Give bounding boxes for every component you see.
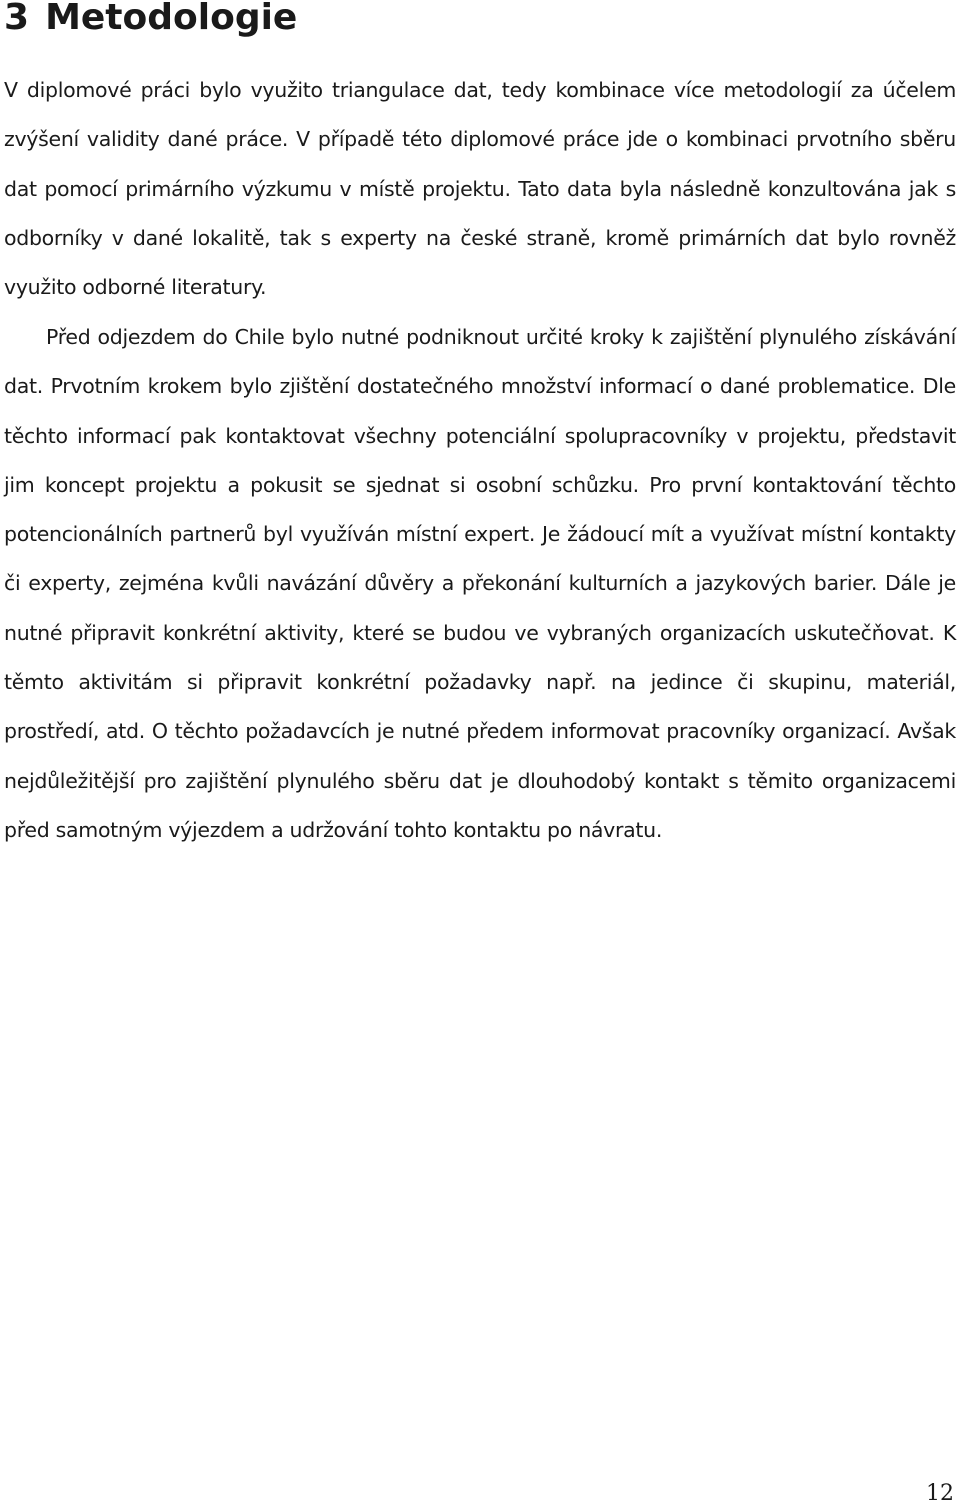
paragraph-preparation: Před odjezdem do Chile bylo nutné podniknout určité kroky k zajištění plynulého získávání dat. Prvotním krokem bylo zjištění dostatečného množství informací o dané problematice. Dle těchto informací pak kontaktovat všechny potenciální spolupracovníky v projektu, představit jim koncept projektu a pokusit se sjednat si osobní schůzku. Pro první kontaktování těchto potencionálních partnerů byl využíván místní expert. Je žádoucí mít a využívat místní kontakty či experty, zejména kvůli navázání důvěry a překonání kulturních a jazykových barier. Dále je nutné připravit konkrétní aktivity, které se budou ve vybraných organizacích uskutečňovat. K těmto aktivitám si připravit konkrétní požadavky např. na jedince či skupinu, materiál, prostředí, atd. O těchto požadavcích je nutné předem informovat pracovníky organizací. Avšak nejdůležitější pro zajištění plynulého sběru dat je dlouhodobý kontakt s těmito organizacemi před samotným výjezdem a udržování tohto kontaktu po návratu. [4, 325, 956, 842]
page-number: 12 [926, 1481, 954, 1506]
section-title: Metodologie [45, 0, 298, 38]
paragraph-triangulation: V diplomové práci bylo využito triangulace dat, tedy kombinace více metodologií za účelem zvýšení validity dané práce. V případě této diplomové práce jde o kombinaci prvotního sběru dat pomocí primárního výzkumu v místě projektu. Tato data byla následně konzultována jak s odborníky v dané lokalitě, tak s experty na české straně, kromě primárních dat bylo rovněž využito odborné literatury. [4, 78, 956, 300]
section-heading [4, 0, 297, 38]
section-number: 3 [4, 0, 30, 38]
